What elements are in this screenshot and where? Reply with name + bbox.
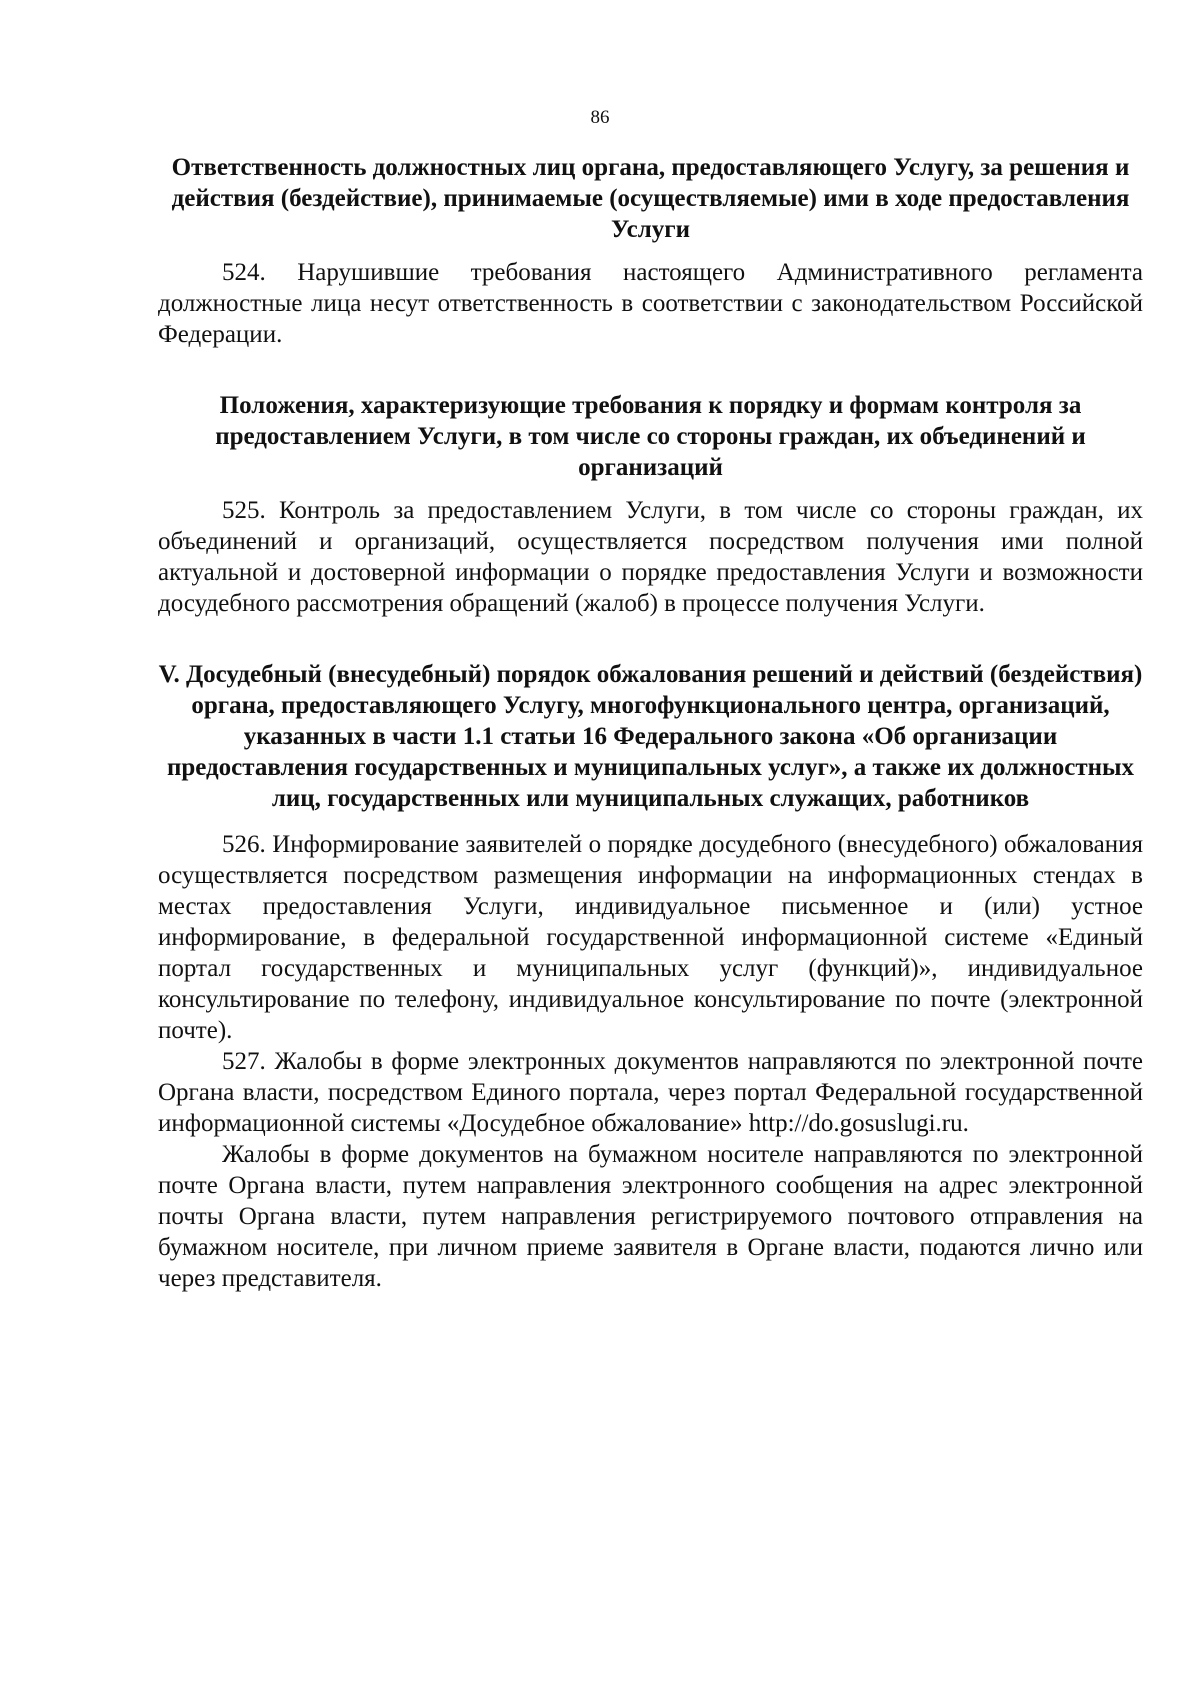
section-heading-control: Положения, характеризующие требования к порядку и формам контроля за предоставлением Услуги, в том числе со стороны граждан, их объединений и организаций xyxy=(215,392,1086,481)
section-heading-appeal: V. Досудебный (внесудебный) порядок обжалования решений и действий (бездействия) органа, предоставляющего Услугу, многофункционального центра, организаций, указанных в части 1.1 статьи 16 Федерального закона «Об организации предоставления государственных и муниципальных услуг», а также их должностных лиц, государственных или муниципальных служащих, работников xyxy=(158,661,1143,812)
paragraph-526: 526. Информирование заявителей о порядке досудебного (внесудебного) обжалования осуществляется посредством размещения информации на информационных стендах в местах предоставления Услуги, индивидуальное письменное и (или) устное информирование, в федеральной государственной информационной системе «Единый портал государственных и муниципальных услуг (функций)», индивидуальное консультирование по телефону, индивидуальное консультирование по почте (электронной почте). xyxy=(158,831,1143,1044)
paragraph-527: 527. Жалобы в форме электронных документов направляются по электронной почте Органа власти, посредством Единого портала, через портал Федеральной государственной информационной системы «Досудебное обжалование» http://do.gosuslugi.ru. xyxy=(158,1048,1143,1137)
paragraph-524: 524. Нарушившие требования настоящего Административного регламента должностные лица несут ответственность в соответствии с законодательством Российской Федерации. xyxy=(158,259,1143,348)
page-number: 86 xyxy=(590,107,610,128)
document-body xyxy=(158,152,1143,1294)
section-heading-responsibility: Ответственность должностных лиц органа, предоставляющего Услугу, за решения и действия (бездействие), принимаемые (осуществляемые) ими в ходе предоставления Услуги xyxy=(171,154,1130,243)
paragraph-527-continuation: Жалобы в форме документов на бумажном носителе направляются по электронной почте Органа власти, путем направления электронного сообщения на адрес электронной почты Органа власти, путем направления регистрируемого почтового отправления на бумажном носителе, при личном приеме заявителя в Органе власти, подаются лично или через представителя. xyxy=(158,1141,1143,1292)
paragraph-525: 525. Контроль за предоставлением Услуги, в том числе со стороны граждан, их объединений и организаций, осуществляется посредством получения ими полной актуальной и достоверной информации о порядке предоставления Услуги и возможности досудебного рассмотрения обращений (жалоб) в процессе получения Услуги. xyxy=(158,497,1143,617)
